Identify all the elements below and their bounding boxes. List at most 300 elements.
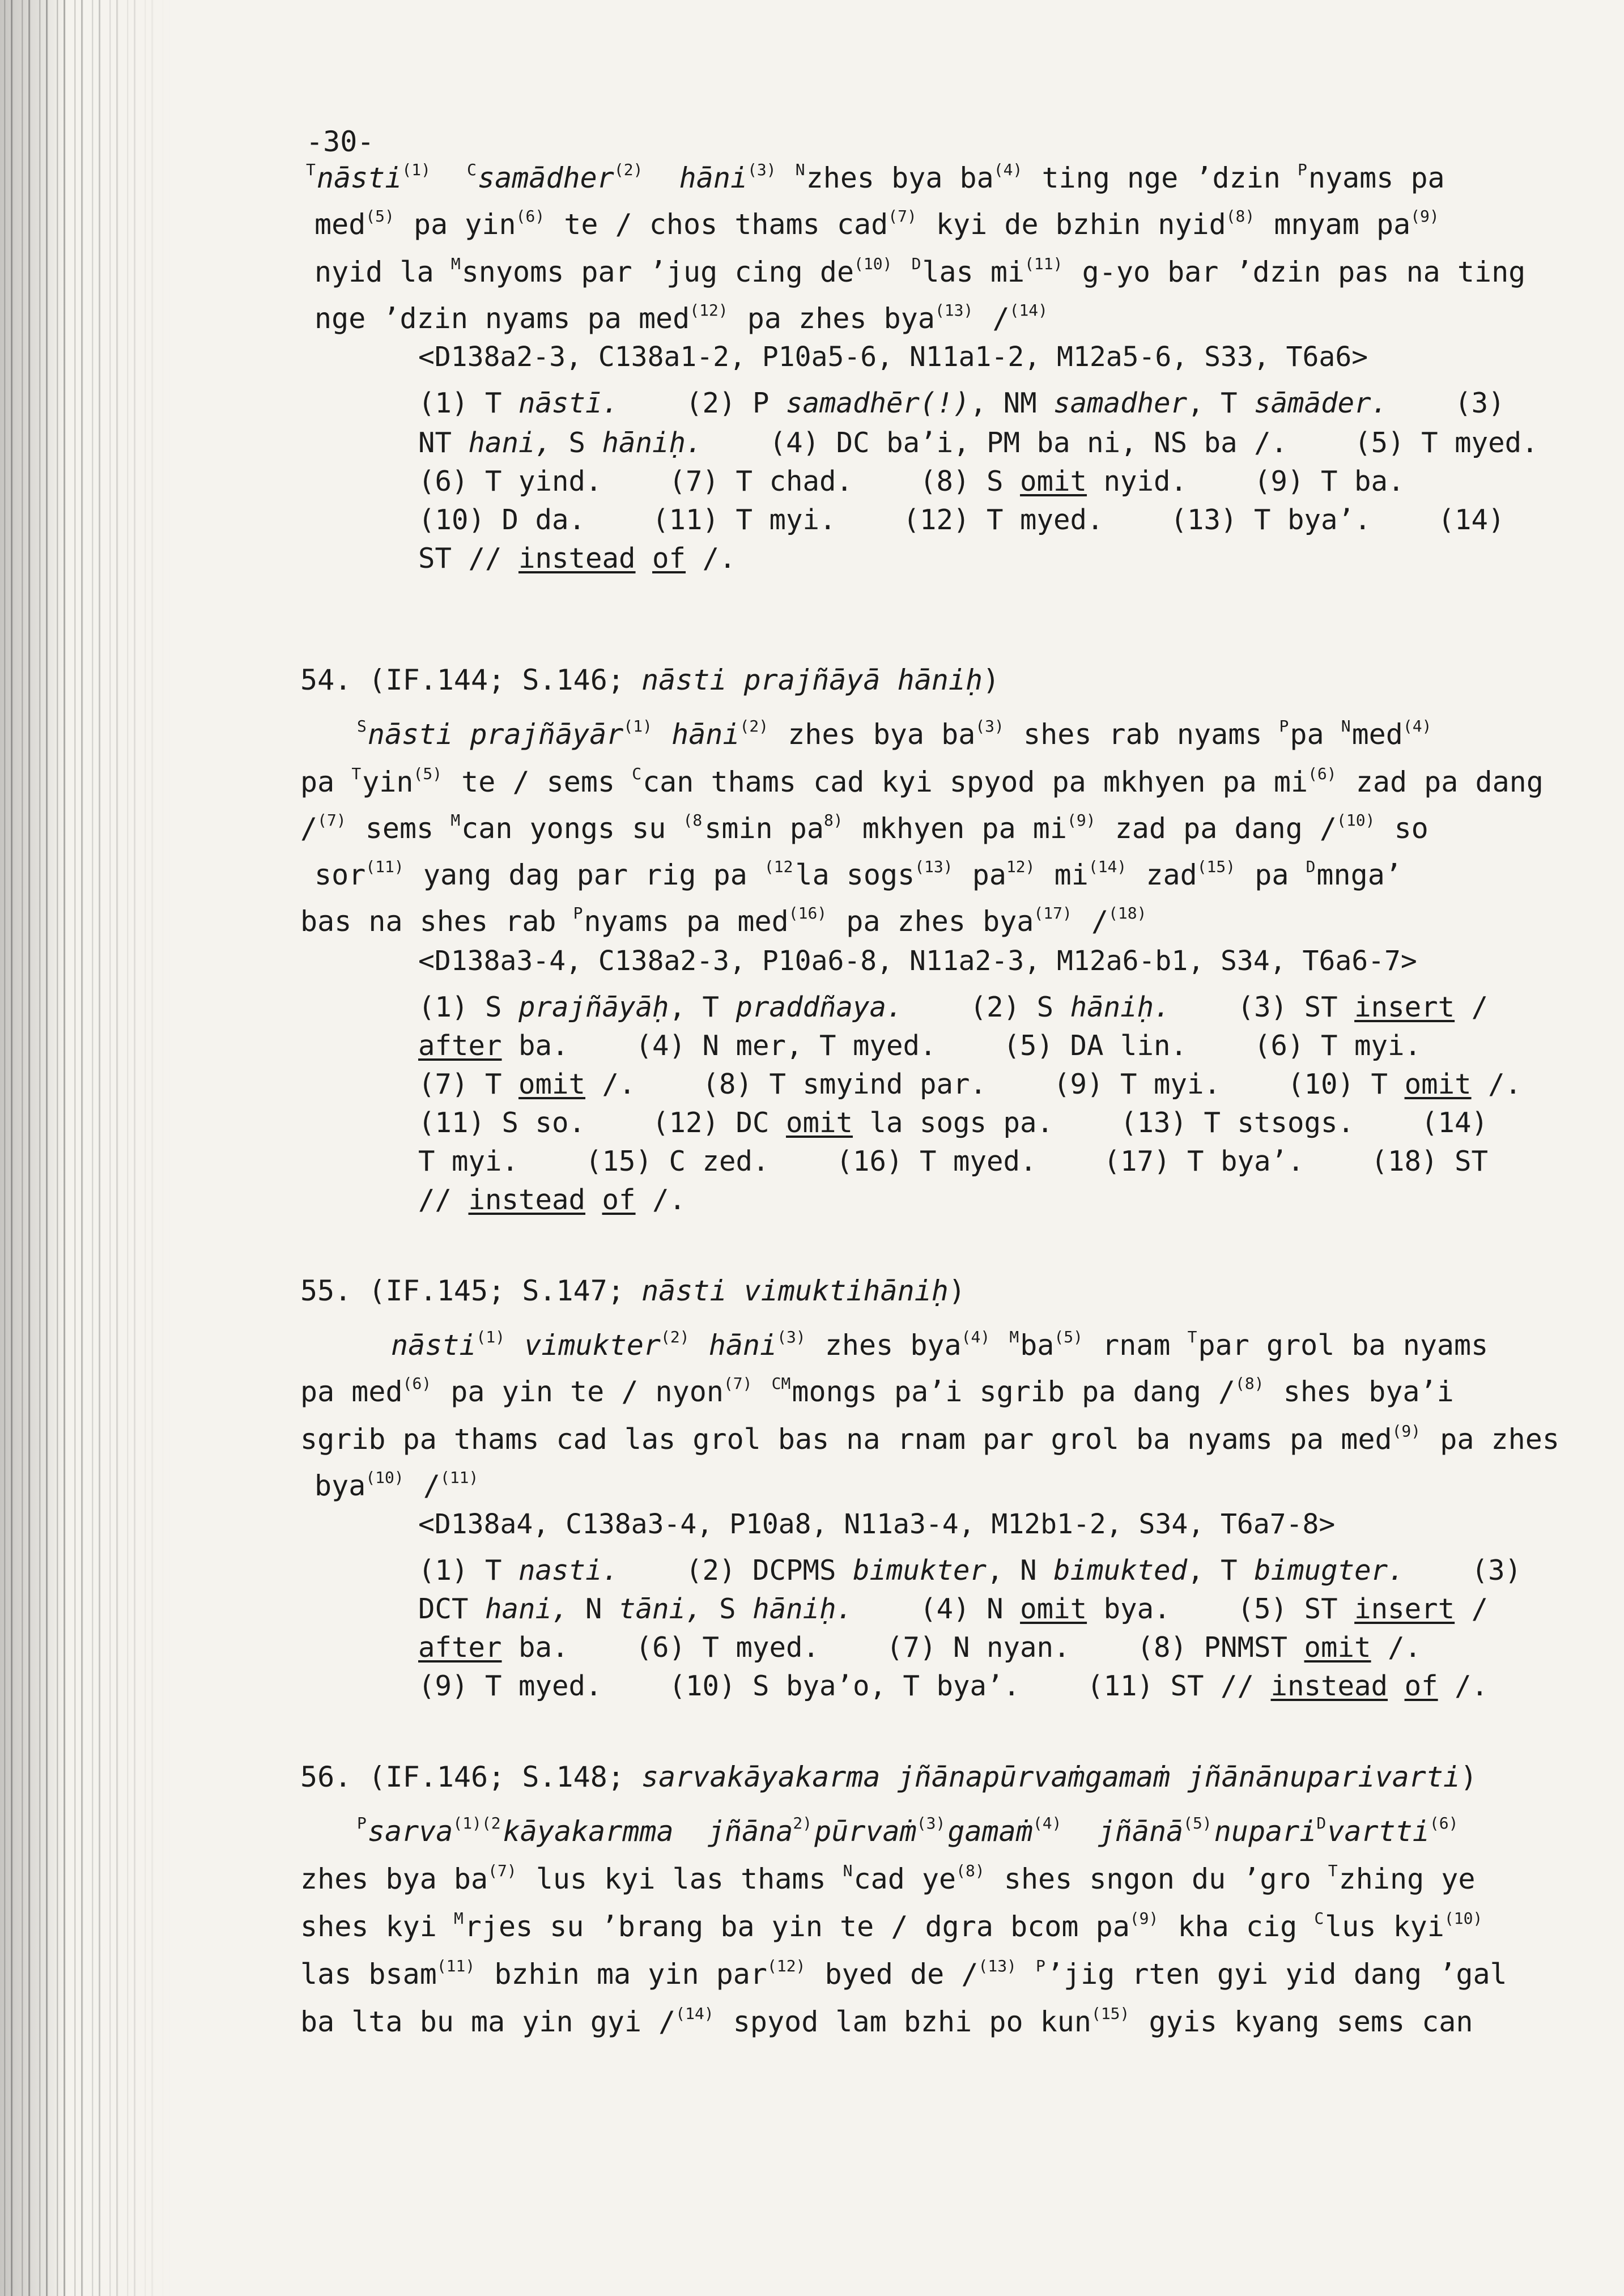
text-run: nyid. (9) T ba. bbox=[1087, 465, 1405, 498]
text-line bbox=[300, 1997, 1473, 2039]
footnote-marker: (14) bbox=[675, 2004, 714, 2023]
text-run: ’jig rten gyi yid dang ’gal bbox=[1046, 1958, 1507, 1991]
text-run: can thams cad kyi spyod pa mkhyen pa mi bbox=[643, 766, 1308, 798]
text-run: pa yin bbox=[396, 208, 516, 241]
text-run: zhes bya ba bbox=[300, 1863, 488, 1895]
underlined-text-run: omit bbox=[1020, 1593, 1087, 1625]
text-run: pa yin te / nyon bbox=[433, 1375, 724, 1408]
footnote-marker: (13) bbox=[915, 857, 953, 876]
siglum-marker: P bbox=[1036, 1957, 1045, 1975]
text-run bbox=[507, 1329, 524, 1362]
footnote-marker: (13) bbox=[934, 301, 973, 320]
text-run: (2) DCPMS bbox=[619, 1554, 853, 1587]
siglum-marker: D bbox=[1316, 1814, 1327, 1832]
text-run bbox=[433, 161, 467, 194]
page-number-text: -30- bbox=[306, 125, 375, 158]
footnote-marker: (1) bbox=[402, 160, 431, 179]
underlined-text-run: omit bbox=[1304, 1631, 1371, 1664]
footnote-marker: (14) bbox=[1088, 857, 1127, 876]
italic-text-run: vimukter bbox=[524, 1329, 661, 1362]
italic-text-run: hani, bbox=[485, 1593, 569, 1625]
text-run: nyid la bbox=[314, 256, 451, 288]
footnote-marker: (11) bbox=[365, 857, 404, 876]
text-run: rnam bbox=[1085, 1329, 1188, 1362]
italic-text-run: sarva bbox=[367, 1815, 453, 1848]
footnote-marker: (8 bbox=[683, 811, 703, 830]
text-run: <D138a2-3, C138a1-2, P10a5-6, N11a1-2, M12a5-6, S33, T6a6> bbox=[418, 341, 1368, 373]
siglum-marker: D bbox=[911, 254, 921, 273]
text-run: / bbox=[1074, 905, 1109, 938]
footnote-marker: (8) bbox=[956, 1861, 985, 1880]
footnote-marker: (1)(2 bbox=[453, 1814, 501, 1832]
siglum-marker: N bbox=[795, 160, 805, 179]
footnote-marker: (11) bbox=[440, 1468, 479, 1487]
footnote-marker: (5) bbox=[365, 207, 394, 226]
underlined-text-run: after bbox=[418, 1631, 502, 1664]
text-run: (1) T bbox=[418, 387, 519, 419]
siglum-marker: P bbox=[357, 1814, 367, 1832]
text-run: zad bbox=[1129, 858, 1197, 891]
text-run: (1) T bbox=[418, 1554, 519, 1587]
text-run: pa bbox=[1290, 718, 1341, 751]
footnote-marker: (5) bbox=[1054, 1328, 1083, 1346]
underlined-text-run: insert bbox=[1354, 991, 1455, 1023]
text-run bbox=[1064, 1815, 1098, 1848]
text-run: te / chos thams cad bbox=[547, 208, 888, 241]
text-run: ting nge ’dzin bbox=[1024, 161, 1298, 194]
text-run: / bbox=[1455, 991, 1489, 1023]
text-line bbox=[300, 1902, 1485, 1944]
italic-text-run: hāni bbox=[679, 161, 748, 194]
text-run: te / sems bbox=[444, 766, 632, 798]
footnote-marker: (10) bbox=[854, 254, 892, 273]
footnote-marker: (3) bbox=[916, 1814, 946, 1832]
underlined-text-run: of bbox=[1404, 1670, 1438, 1702]
italic-text-run: praddñaya. bbox=[736, 991, 903, 1023]
footnote-marker: (14) bbox=[1009, 301, 1048, 320]
footnote-marker: (11) bbox=[1024, 254, 1063, 273]
text-run: bya bbox=[314, 1469, 366, 1502]
text-run: (3) bbox=[1404, 1554, 1522, 1587]
siglum-marker: T bbox=[1187, 1328, 1197, 1346]
footnote-marker: (3) bbox=[777, 1328, 806, 1346]
text-run: las mi bbox=[922, 256, 1025, 288]
text-run: nge ’dzin nyams pa med bbox=[314, 302, 690, 335]
siglum-marker: S bbox=[357, 717, 367, 735]
text-line bbox=[391, 1320, 1488, 1362]
italic-text-run: nasti. bbox=[518, 1554, 619, 1587]
underlined-text-run: instead bbox=[1270, 1670, 1388, 1702]
text-run: /. bbox=[1371, 1631, 1422, 1664]
variant-note-line bbox=[418, 990, 1488, 1024]
text-line bbox=[300, 757, 1544, 799]
footnote-marker: (6) bbox=[1308, 764, 1337, 783]
text-run: /. bbox=[635, 1184, 686, 1216]
text-run: par grol ba nyams bbox=[1198, 1329, 1489, 1362]
text-run: so bbox=[1377, 812, 1429, 845]
footnote-marker: (8) bbox=[1226, 207, 1255, 226]
text-run: (1) S bbox=[418, 991, 519, 1023]
footnote-marker: (3) bbox=[975, 717, 1004, 735]
italic-text-run: nāsti bbox=[391, 1329, 477, 1362]
footnote-marker: (7) bbox=[888, 207, 917, 226]
siglum-marker: P bbox=[1297, 160, 1307, 179]
footnote-marker: (15) bbox=[1197, 857, 1236, 876]
footnote-marker: (7) bbox=[488, 1861, 517, 1880]
footnote-marker: (16) bbox=[788, 904, 827, 922]
italic-text-run: gamaṁ bbox=[947, 1815, 1033, 1848]
siglum-marker: M bbox=[450, 811, 461, 830]
text-run: kha cig bbox=[1160, 1910, 1315, 1943]
siglum-marker: C bbox=[467, 160, 477, 179]
footnote-marker: 12) bbox=[1006, 857, 1035, 876]
text-run: (2) P bbox=[619, 387, 787, 419]
text-run: la sogs bbox=[795, 858, 915, 891]
siglum-marker: T bbox=[306, 160, 316, 179]
text-run: // bbox=[418, 1184, 469, 1216]
text-run bbox=[654, 718, 671, 751]
text-run: snyoms par ’jug cing de bbox=[461, 256, 854, 288]
variant-note-line bbox=[418, 1106, 1488, 1140]
footnote-marker: (1) bbox=[623, 717, 652, 735]
italic-text-run: bimugter. bbox=[1254, 1554, 1405, 1587]
text-run: <D138a4, C138a3-4, P10a8, N11a3-4, M12b1-2, S34, T6a7-8> bbox=[418, 1508, 1336, 1540]
text-run: S bbox=[552, 427, 602, 459]
italic-text-run: tāni, bbox=[619, 1593, 703, 1625]
text-run: (3) bbox=[1388, 387, 1505, 419]
text-run: shes sngon du ’gro bbox=[987, 1863, 1328, 1895]
siglum-marker: C bbox=[1314, 1909, 1324, 1928]
footnote-marker: (2) bbox=[739, 717, 769, 735]
underlined-text-run: omit bbox=[786, 1107, 853, 1139]
text-run: DCT bbox=[418, 1593, 486, 1625]
siglum-marker: N bbox=[843, 1861, 853, 1880]
italic-text-run: jñānā bbox=[1098, 1815, 1184, 1848]
siglum-marker: T bbox=[351, 764, 362, 783]
text-run: bas na shes rab bbox=[300, 905, 573, 938]
footnote-marker: (15) bbox=[1091, 2004, 1130, 2023]
text-run: pa zhes bya bbox=[730, 302, 935, 335]
footnote-marker: (10) bbox=[365, 1468, 404, 1487]
text-line bbox=[357, 709, 1434, 751]
text-run bbox=[755, 1375, 772, 1408]
footnote-marker: (4) bbox=[1402, 717, 1432, 735]
text-run: shes bya’i bbox=[1266, 1375, 1454, 1408]
text-run: nyams pa med bbox=[584, 905, 789, 938]
siglum-marker: CM bbox=[771, 1374, 791, 1393]
text-run: ba. (6) T myed. (7) N nyan. (8) PNMST bbox=[501, 1631, 1304, 1664]
footnote-marker: (11) bbox=[436, 1957, 475, 1975]
text-run: , T bbox=[1187, 1554, 1255, 1587]
italic-text-run: samadher bbox=[1053, 387, 1188, 419]
text-run: sor bbox=[314, 858, 366, 891]
italic-text-run: hāniḥ. bbox=[1070, 991, 1171, 1023]
text-run: 54. (IF.144; S.146; bbox=[300, 664, 642, 696]
text-run: mkhyen pa mi bbox=[845, 812, 1068, 845]
text-run: (7) T bbox=[418, 1068, 519, 1100]
text-run: <D138a3-4, C138a2-3, P10a6-8, N11a2-3, M12a6-b1, S34, T6a6-7> bbox=[418, 945, 1417, 977]
footnote-marker: (9) bbox=[1392, 1422, 1421, 1440]
text-run bbox=[585, 1184, 602, 1216]
text-run bbox=[636, 542, 653, 575]
siglum-marker: P bbox=[573, 904, 583, 922]
text-run bbox=[1019, 1958, 1036, 1991]
text-run: mnga’ bbox=[1316, 858, 1402, 891]
text-line bbox=[314, 1461, 481, 1503]
italic-text-run: nāsti prajñāyār bbox=[367, 718, 624, 751]
text-run: (2) S bbox=[903, 991, 1070, 1023]
italic-text-run: hāniḥ. bbox=[602, 427, 703, 459]
italic-text-run: nāstī. bbox=[518, 387, 619, 419]
footnote-marker: 2) bbox=[793, 1814, 813, 1832]
siglum-marker: C bbox=[632, 764, 642, 783]
text-run bbox=[692, 1329, 709, 1362]
text-line bbox=[314, 850, 1402, 892]
italic-text-run: prajñāyāḥ bbox=[518, 991, 669, 1023]
footnote-marker: (9) bbox=[1067, 811, 1096, 830]
variant-note-line bbox=[418, 1592, 1488, 1626]
text-run: pa bbox=[955, 858, 1006, 891]
text-run: mi bbox=[1037, 858, 1089, 891]
text-run: med bbox=[1351, 718, 1403, 751]
footnote-marker: (6) bbox=[402, 1374, 432, 1393]
underlined-text-run: omit bbox=[518, 1068, 586, 1100]
text-run: spyod lam bzhi po kun bbox=[716, 2005, 1091, 2038]
text-run: (4) DC ba’i, PM ba ni, NS ba /. (5) T myed. bbox=[702, 427, 1538, 459]
text-run: mongs pa’i sgrib pa dang / bbox=[792, 1375, 1236, 1408]
text-run: (10) D da. (11) T myi. (12) T myed. (13) T bya’. (14) bbox=[418, 504, 1505, 536]
footnote-marker: (9) bbox=[1129, 1909, 1159, 1928]
italic-text-run: pūrvaṁ bbox=[814, 1815, 917, 1848]
text-line bbox=[300, 1854, 1475, 1896]
text-run: zhes bya ba bbox=[806, 161, 994, 194]
footnote-marker: (18) bbox=[1108, 904, 1147, 922]
reference-line bbox=[418, 340, 1368, 374]
italic-text-run: sāmāder. bbox=[1254, 387, 1388, 419]
footnote-marker: (17) bbox=[1034, 904, 1072, 922]
text-run: ba. (4) N mer, T myed. (5) DA lin. (6) T myi. bbox=[501, 1030, 1422, 1062]
text-run: bya. (5) ST bbox=[1087, 1593, 1355, 1625]
text-run bbox=[779, 161, 796, 194]
text-line bbox=[300, 1760, 1477, 1794]
italic-text-run: hāni bbox=[708, 1329, 777, 1362]
text-run: pa zhes bya bbox=[829, 905, 1034, 938]
text-line bbox=[300, 1414, 1559, 1456]
italic-text-run: bimukted bbox=[1053, 1554, 1188, 1587]
text-run: , T bbox=[669, 991, 736, 1023]
text-run: yin bbox=[362, 766, 414, 798]
footnote-marker: (12) bbox=[767, 1957, 806, 1975]
text-run: bzhin ma yin par bbox=[477, 1958, 768, 1991]
text-line bbox=[300, 663, 1000, 697]
footnote-marker: (7) bbox=[723, 1374, 753, 1393]
underlined-text-run: instead bbox=[468, 1184, 586, 1216]
text-line bbox=[300, 1274, 966, 1308]
italic-text-run: nāsti vimuktihāniḥ bbox=[641, 1274, 949, 1307]
text-line bbox=[306, 153, 1445, 195]
footnote-marker: (12) bbox=[690, 301, 728, 320]
text-line bbox=[314, 247, 1525, 289]
underlined-text-run: insert bbox=[1354, 1593, 1455, 1625]
siglum-marker: M bbox=[1009, 1328, 1019, 1346]
text-run: NT bbox=[418, 427, 469, 459]
text-run: (9) T myed. (10) S bya’o, T bya’. (11) ST // bbox=[418, 1670, 1271, 1702]
text-run: ) bbox=[983, 664, 1000, 696]
text-run: byed de / bbox=[807, 1958, 979, 1991]
text-run: can yongs su bbox=[461, 812, 683, 845]
footnote-marker: (10) bbox=[1444, 1909, 1483, 1928]
text-run: las bsam bbox=[300, 1958, 437, 1991]
text-run: smin pa bbox=[704, 812, 824, 845]
text-run: / bbox=[406, 1469, 440, 1502]
underlined-text-run: of bbox=[602, 1184, 636, 1216]
footnote-marker: (6) bbox=[1429, 1814, 1459, 1832]
text-run: (6) T yind. (7) T chad. (8) S bbox=[418, 465, 1021, 498]
text-run: zad pa dang / bbox=[1098, 812, 1337, 845]
text-line bbox=[314, 199, 1442, 241]
text-run: T myi. (15) C zed. (16) T myed. (17) T bya’. (18) ST bbox=[418, 1145, 1489, 1177]
text-run: ) bbox=[948, 1274, 966, 1307]
text-run: lus kyi bbox=[1325, 1910, 1444, 1943]
footnote-marker: 8) bbox=[823, 811, 843, 830]
text-run: 55. (IF.145; S.147; bbox=[300, 1274, 642, 1307]
text-run bbox=[645, 161, 679, 194]
footnote-marker: (12 bbox=[764, 857, 793, 876]
footnote-marker: (13) bbox=[978, 1957, 1017, 1975]
text-run: , NM bbox=[970, 387, 1054, 419]
italic-text-run: vartti bbox=[1327, 1815, 1430, 1848]
footnote-marker: (7) bbox=[317, 811, 346, 830]
text-run: (4) N bbox=[853, 1593, 1021, 1625]
italic-text-run: nupari bbox=[1214, 1815, 1317, 1848]
text-run: shes kyi bbox=[300, 1910, 454, 1943]
text-run: mnyam pa bbox=[1257, 208, 1411, 241]
variant-note-line bbox=[418, 1145, 1488, 1179]
text-run: / bbox=[975, 302, 1010, 335]
footnote-marker: (3) bbox=[747, 160, 776, 179]
footnote-marker: (4) bbox=[1032, 1814, 1062, 1832]
underlined-text-run: after bbox=[418, 1030, 502, 1062]
footnote-marker: (6) bbox=[516, 207, 545, 226]
italic-text-run: nāsti bbox=[316, 161, 402, 194]
text-run: /. bbox=[686, 542, 736, 575]
text-run bbox=[894, 256, 911, 288]
text-run: (3) ST bbox=[1170, 991, 1355, 1023]
italic-text-run: nāsti prajñāyā hāniḥ bbox=[641, 664, 983, 696]
text-run: /. bbox=[1438, 1670, 1489, 1702]
text-run: g-yo bar ’dzin pas na ting bbox=[1065, 256, 1526, 288]
variant-note-line bbox=[418, 1631, 1421, 1665]
text-run: med bbox=[314, 208, 366, 241]
variant-note-line bbox=[418, 386, 1505, 420]
text-run: rjes su ’brang ba yin te / dgra bcom pa bbox=[464, 1910, 1130, 1943]
footnote-marker: (1) bbox=[476, 1328, 505, 1346]
text-run: ) bbox=[1460, 1761, 1478, 1793]
text-run: kyi de bzhin nyid bbox=[919, 208, 1226, 241]
text-run: zhing ye bbox=[1338, 1863, 1476, 1895]
text-run: 56. (IF.146; S.148; bbox=[300, 1761, 642, 1793]
text-run: , N bbox=[987, 1554, 1054, 1587]
variant-note-line bbox=[418, 426, 1538, 460]
variant-note-line bbox=[418, 1669, 1488, 1703]
italic-text-run: bimukter bbox=[853, 1554, 987, 1587]
text-run: (11) S so. (12) DC bbox=[418, 1107, 787, 1139]
siglum-marker: T bbox=[1328, 1861, 1338, 1880]
text-run: zhes bya bbox=[807, 1329, 962, 1362]
italic-text-run: sarvakāyakarma jñānapūrvaṁgamaṁ jñānānuparivarti bbox=[641, 1761, 1460, 1793]
reference-line bbox=[418, 1507, 1335, 1541]
text-run: pa med bbox=[300, 1375, 403, 1408]
footnote-marker: (2) bbox=[614, 160, 643, 179]
footnote-marker: (2) bbox=[661, 1328, 690, 1346]
text-run: pa bbox=[1238, 858, 1306, 891]
underlined-text-run: omit bbox=[1020, 465, 1087, 498]
text-run: gyis kyang sems can bbox=[1132, 2005, 1473, 2038]
text-line bbox=[300, 803, 1429, 845]
binding-shadow bbox=[0, 0, 68, 2296]
text-line bbox=[300, 896, 1149, 938]
text-run: /. (8) T smyind par. (9) T myi. (10) T bbox=[585, 1068, 1405, 1100]
text-run: , T bbox=[1187, 387, 1255, 419]
text-run: / bbox=[300, 812, 318, 845]
footnote-marker: (10) bbox=[1337, 811, 1375, 830]
text-run: nyams pa bbox=[1308, 161, 1445, 194]
text-line bbox=[300, 1367, 1454, 1409]
text-run: la sogs pa. (13) T stsogs. (14) bbox=[853, 1107, 1489, 1139]
underlined-text-run: of bbox=[652, 542, 686, 575]
underlined-text-run: omit bbox=[1404, 1068, 1472, 1100]
italic-text-run: samadhēr(!) bbox=[786, 387, 970, 419]
text-run: pa bbox=[300, 766, 352, 798]
siglum-marker: N bbox=[1341, 717, 1351, 735]
variant-note-line bbox=[418, 542, 736, 576]
siglum-marker: P bbox=[1279, 717, 1289, 735]
italic-text-run: hāniḥ. bbox=[753, 1593, 853, 1625]
variant-note-line bbox=[418, 1554, 1521, 1588]
italic-text-run: hani, bbox=[468, 427, 552, 459]
italic-text-run: hāni bbox=[671, 718, 740, 751]
text-run bbox=[1388, 1670, 1405, 1702]
text-line bbox=[300, 1949, 1507, 1991]
text-run: cad ye bbox=[853, 1863, 956, 1895]
text-run: zad pa dang bbox=[1338, 766, 1544, 798]
variant-note-line bbox=[418, 1029, 1421, 1063]
footnote-marker: (8) bbox=[1235, 1374, 1264, 1393]
text-run: ba lta bu ma yin gyi / bbox=[300, 2005, 676, 2038]
siglum-marker: D bbox=[1306, 857, 1316, 876]
text-run: lus kyi las thams bbox=[518, 1863, 843, 1895]
text-run: S bbox=[702, 1593, 753, 1625]
footnote-marker: (9) bbox=[1410, 207, 1439, 226]
text-run: zhes bya ba bbox=[771, 718, 976, 751]
text-run: sems bbox=[348, 812, 451, 845]
variant-note-line bbox=[418, 465, 1405, 499]
footnote-marker: (5) bbox=[413, 764, 443, 783]
text-run: ba bbox=[1020, 1329, 1055, 1362]
variant-note-line bbox=[418, 503, 1505, 537]
underlined-text-run: instead bbox=[518, 542, 636, 575]
text-run: shes rab nyams bbox=[1006, 718, 1279, 751]
text-line bbox=[357, 1806, 1460, 1848]
text-run bbox=[992, 1329, 1009, 1362]
text-line bbox=[314, 294, 1050, 335]
italic-text-run: samādher bbox=[478, 161, 614, 194]
text-run: ST // bbox=[418, 542, 519, 575]
footnote-marker: (5) bbox=[1183, 1814, 1212, 1832]
reference-line bbox=[418, 944, 1417, 978]
variant-note-line bbox=[418, 1183, 686, 1217]
text-run: sgrib pa thams cad las grol bas na rnam par grol ba nyams pa med bbox=[300, 1423, 1392, 1456]
